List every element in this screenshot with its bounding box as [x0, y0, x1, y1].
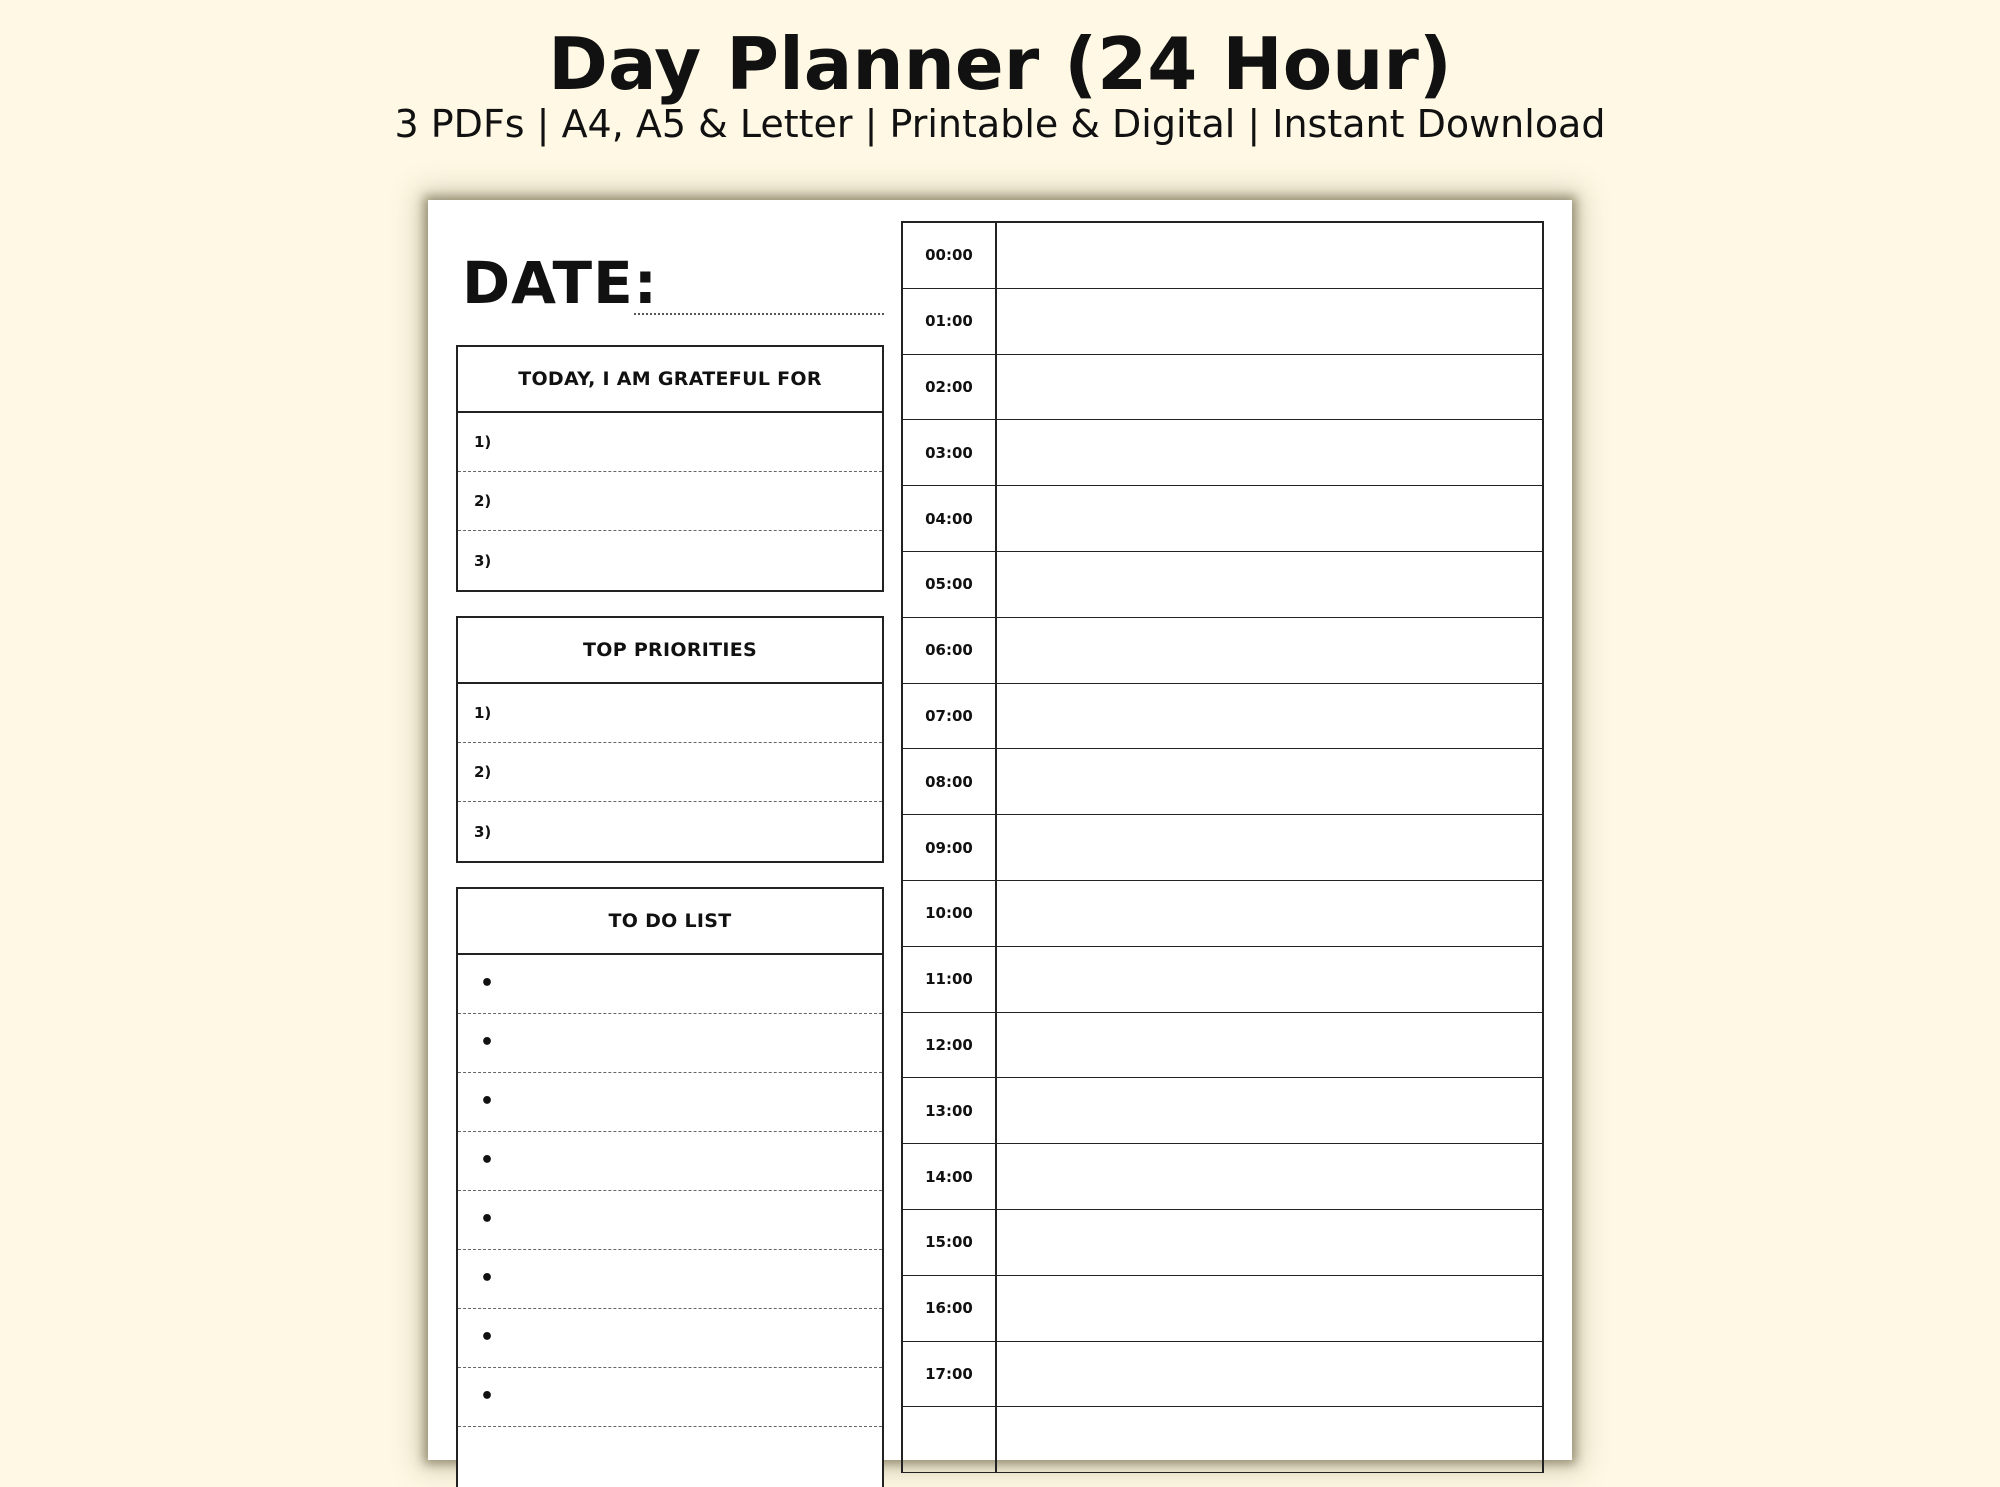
- todo-item: [458, 1073, 882, 1132]
- schedule-slot: [997, 881, 1542, 946]
- schedule-time: 07:00: [903, 684, 997, 749]
- schedule-time: 13:00: [903, 1078, 997, 1143]
- priorities-heading: TOP PRIORITIES: [458, 618, 882, 684]
- todo-heading: TO DO LIST: [458, 889, 882, 955]
- grateful-item: [458, 531, 882, 590]
- priority-item-label: 2): [474, 763, 492, 781]
- schedule-row: [903, 486, 1542, 552]
- schedule-slot: [997, 749, 1542, 814]
- schedule-slot: [997, 1013, 1542, 1078]
- bullet-icon: •: [480, 1207, 495, 1232]
- hourly-schedule: [901, 221, 1544, 1473]
- schedule-time: 16:00: [903, 1276, 997, 1341]
- schedule-time: 15:00: [903, 1210, 997, 1275]
- todo-item: [458, 1132, 882, 1191]
- priority-item: [458, 684, 882, 743]
- schedule-slot: [997, 1210, 1542, 1275]
- schedule-time: 09:00: [903, 815, 997, 880]
- schedule-row: [903, 815, 1542, 881]
- schedule-time: 17:00: [903, 1342, 997, 1407]
- schedule-slot: [997, 1407, 1542, 1472]
- schedule-time: [903, 1407, 997, 1472]
- todo-item: [458, 1250, 882, 1309]
- schedule-slot: [997, 1276, 1542, 1341]
- todo-list: [458, 955, 882, 1427]
- schedule-time: 02:00: [903, 355, 997, 420]
- schedule-row: [903, 1078, 1542, 1144]
- grateful-item: [458, 413, 882, 472]
- bullet-icon: •: [480, 1089, 495, 1114]
- bullet-icon: •: [480, 1384, 495, 1409]
- schedule-row: [903, 1276, 1542, 1342]
- schedule-slot: [997, 684, 1542, 749]
- bullet-icon: •: [480, 971, 495, 996]
- schedule-row: [903, 1013, 1542, 1079]
- grateful-item: [458, 472, 882, 531]
- priority-item-label: 3): [474, 822, 492, 841]
- schedule-time: 06:00: [903, 618, 997, 683]
- date-label: DATE:: [462, 249, 658, 317]
- priority-item: [458, 802, 882, 861]
- schedule-row: [903, 881, 1542, 947]
- schedule-slot: [997, 947, 1542, 1012]
- banner-subtitle: 3 PDFs | A4, A5 & Letter | Printable & Digital | Instant Download: [394, 102, 1606, 146]
- todo-item: [458, 1368, 882, 1427]
- schedule-slot: [997, 815, 1542, 880]
- grateful-item-label: 1): [474, 433, 492, 451]
- todo-item: [458, 1014, 882, 1073]
- priority-item: [458, 743, 882, 802]
- planner-sheet: [428, 200, 1572, 1460]
- grateful-section: [456, 345, 884, 592]
- todo-item: [458, 955, 882, 1014]
- bullet-icon: •: [480, 1266, 495, 1291]
- schedule-row: [903, 947, 1542, 1013]
- priorities-section: [456, 616, 884, 863]
- schedule-slot: [997, 1144, 1542, 1209]
- schedule-row: [903, 618, 1542, 684]
- todo-item: [458, 1191, 882, 1250]
- schedule-time: 00:00: [903, 223, 997, 288]
- date-fill-line: [634, 313, 884, 315]
- todo-section: [456, 887, 884, 1487]
- schedule-time: 03:00: [903, 420, 997, 485]
- schedule-slot: [997, 1078, 1542, 1143]
- schedule-row: [903, 684, 1542, 750]
- schedule-time: 04:00: [903, 486, 997, 551]
- schedule-row: [903, 420, 1542, 486]
- bullet-icon: •: [480, 1148, 495, 1173]
- todo-item: [458, 1309, 882, 1368]
- schedule-row: [903, 355, 1542, 421]
- schedule-row: [903, 223, 1542, 289]
- schedule-time: 10:00: [903, 881, 997, 946]
- schedule-time: 05:00: [903, 552, 997, 617]
- schedule-slot: [997, 1342, 1542, 1407]
- schedule-slot: [997, 486, 1542, 551]
- schedule-time: 08:00: [903, 749, 997, 814]
- schedule-time: 11:00: [903, 947, 997, 1012]
- grateful-heading: TODAY, I AM GRATEFUL FOR: [458, 347, 882, 413]
- schedule-time: 14:00: [903, 1144, 997, 1209]
- schedule-row: [903, 1342, 1542, 1408]
- schedule-time: 01:00: [903, 289, 997, 354]
- schedule-slot: [997, 289, 1542, 354]
- schedule-slot: [997, 618, 1542, 683]
- schedule-row: [903, 1210, 1542, 1276]
- schedule-row: [903, 1407, 1542, 1473]
- schedule-slot: [997, 223, 1542, 288]
- schedule-row: [903, 289, 1542, 355]
- banner-title: Day Planner (24 Hour): [548, 22, 1452, 106]
- schedule-row: [903, 1144, 1542, 1210]
- schedule-slot: [997, 420, 1542, 485]
- schedule-slot: [997, 552, 1542, 617]
- schedule-row: [903, 749, 1542, 815]
- bullet-icon: •: [480, 1325, 495, 1350]
- schedule-time: 12:00: [903, 1013, 997, 1078]
- grateful-item-label: 3): [474, 551, 492, 570]
- grateful-item-label: 2): [474, 492, 492, 510]
- schedule-row: [903, 552, 1542, 618]
- bullet-icon: •: [480, 1030, 495, 1055]
- priority-item-label: 1): [474, 704, 492, 722]
- schedule-slot: [997, 355, 1542, 420]
